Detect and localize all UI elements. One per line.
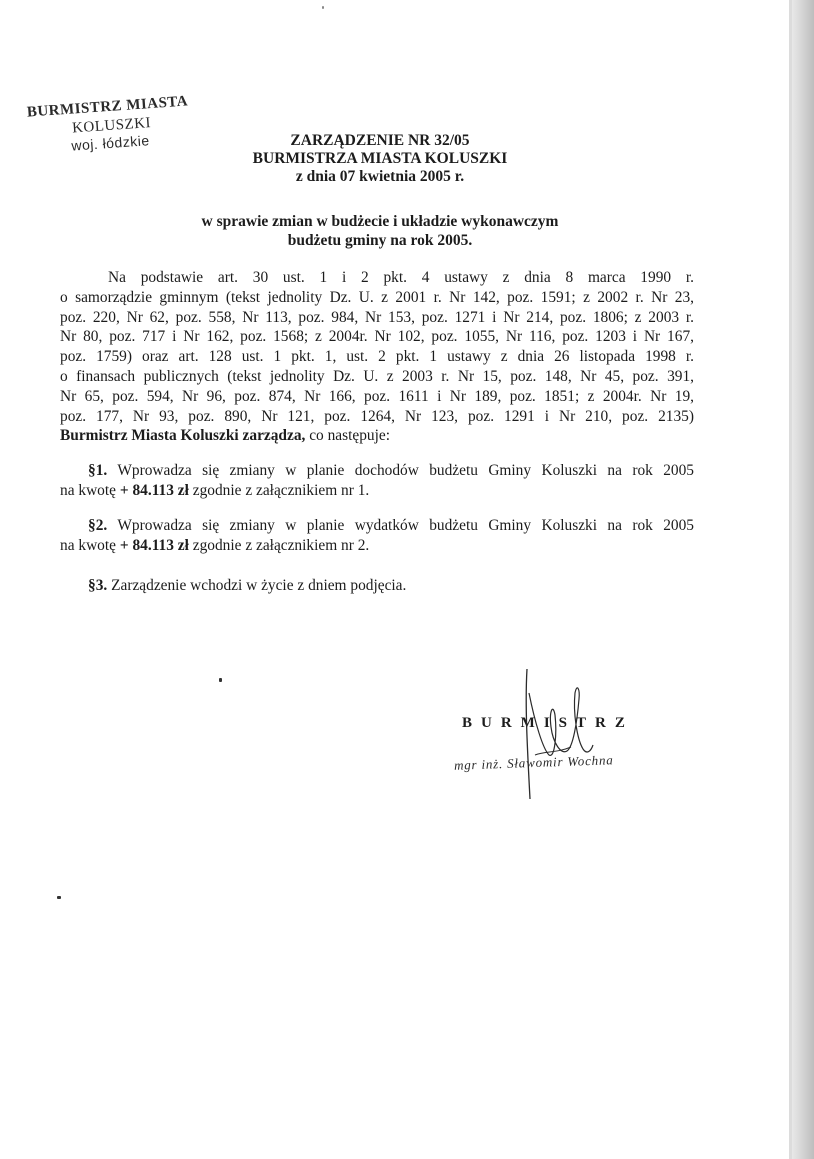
- legal-basis-line: o samorządzie gminnym (tekst jednolity Dz. U. z 2001 r. Nr 142, poz. 1591; z 2002 r. Nr 23,: [60, 288, 694, 306]
- document-subject: [130, 212, 630, 250]
- section-2-mark: §2.: [88, 517, 108, 534]
- legal-basis-line: Nr 80, poz. 717 i Nr 162, poz. 1568; z 2004r. Nr 102, poz. 1055, Nr 116, poz. 1203 i Nr 167,: [60, 328, 694, 346]
- legal-basis-line: Na podstawie art. 30 ust. 1 i 2 pkt. 4 ustawy z dnia 8 marca 1990 r.: [108, 269, 694, 286]
- section-3-text: Zarządzenie wchodzi w życie z dniem podjęcia.: [107, 577, 407, 594]
- section-1-text: Wprowadza się zmiany w planie dochodów budżetu Gminy Koluszki na rok 2005: [107, 462, 694, 479]
- authority-rest: co następuje:: [305, 427, 390, 445]
- issuer: BURMISTRZA MIASTA KOLUSZKI: [252, 150, 508, 167]
- legal-basis-line: o finansach publicznych (tekst jednolity Dz. U. z 2003 r. Nr 15, poz. 148, Nr 45, poz. 391,: [60, 367, 694, 385]
- handwritten-signature: [505, 663, 605, 803]
- authority-bold: Burmistrz Miasta Koluszki zarządza,: [60, 427, 306, 445]
- ordinance-number: ZARZĄDZENIE NR 32/05: [290, 132, 470, 149]
- legal-basis-line: Nr 65, poz. 594, Nr 96, poz. 874, Nr 166, poz. 1611 i Nr 189, poz. 1851; z 2004r. Nr 19,: [60, 387, 694, 405]
- document-header: [180, 132, 580, 186]
- signatory-title: BURMISTRZ: [462, 715, 634, 731]
- stamp-line-3: woj. łódzkie: [70, 132, 151, 154]
- section-1-amount: + 84.113 zł: [119, 481, 189, 499]
- scan-speck: [322, 6, 324, 9]
- issue-date: z dnia 07 kwietnia 2005 r.: [295, 168, 465, 185]
- signatory-name: mgr inż. Sławomir Wochna: [453, 752, 614, 773]
- scan-edge-shadow: [792, 0, 814, 1159]
- section-2-line-1: [60, 516, 694, 536]
- section-3: [60, 576, 694, 596]
- section-3-line: [60, 576, 694, 596]
- section-1-line-2: [60, 481, 694, 501]
- legal-basis-line: poz. 1759) oraz art. 128 ust. 1 pkt. 1, ust. 2 pkt. 1 ustawy z dnia 26 listopada 1998 r.: [60, 348, 694, 366]
- section-2-post: zgodnie z załącznikiem nr 2.: [188, 536, 370, 554]
- stamp-line-2: KOLUSZKI: [71, 115, 152, 137]
- section-2-text: Wprowadza się zmiany w planie wydatków budżetu Gminy Koluszki na rok 2005: [107, 517, 694, 534]
- subject-line-2: budżetu gminy na rok 2005.: [287, 232, 473, 249]
- section-1-line-1: [60, 461, 694, 481]
- section-1-pre: na kwotę: [60, 481, 120, 499]
- scan-speck: [219, 678, 222, 682]
- legal-basis-line: poz. 220, Nr 62, poz. 558, Nr 113, poz. 984, Nr 153, poz. 1271 i Nr 214, poz. 1806; z 2003 r.: [60, 308, 694, 326]
- stamp-line-1: BURMISTRZ MIASTA: [26, 93, 189, 121]
- section-1-post: zgodnie z załącznikiem nr 1.: [188, 481, 370, 499]
- section-2-pre: na kwotę: [60, 536, 120, 554]
- section-2-amount: + 84.113 zł: [119, 536, 189, 554]
- legal-basis-paragraph: [60, 268, 694, 446]
- section-1: [60, 461, 694, 501]
- section-2-line-2: [60, 536, 694, 556]
- legal-basis-line: poz. 177, Nr 93, poz. 890, Nr 121, poz. 1264, Nr 123, poz. 1291 i Nr 210, poz. 2135): [60, 407, 694, 425]
- section-2: [60, 516, 694, 556]
- section-3-mark: §3.: [88, 577, 108, 594]
- authority-line: [60, 426, 694, 446]
- scan-speck: [57, 896, 61, 899]
- section-1-mark: §1.: [88, 462, 108, 479]
- subject-line-1: w sprawie zmian w budżecie i układzie wykonawczym: [201, 213, 559, 230]
